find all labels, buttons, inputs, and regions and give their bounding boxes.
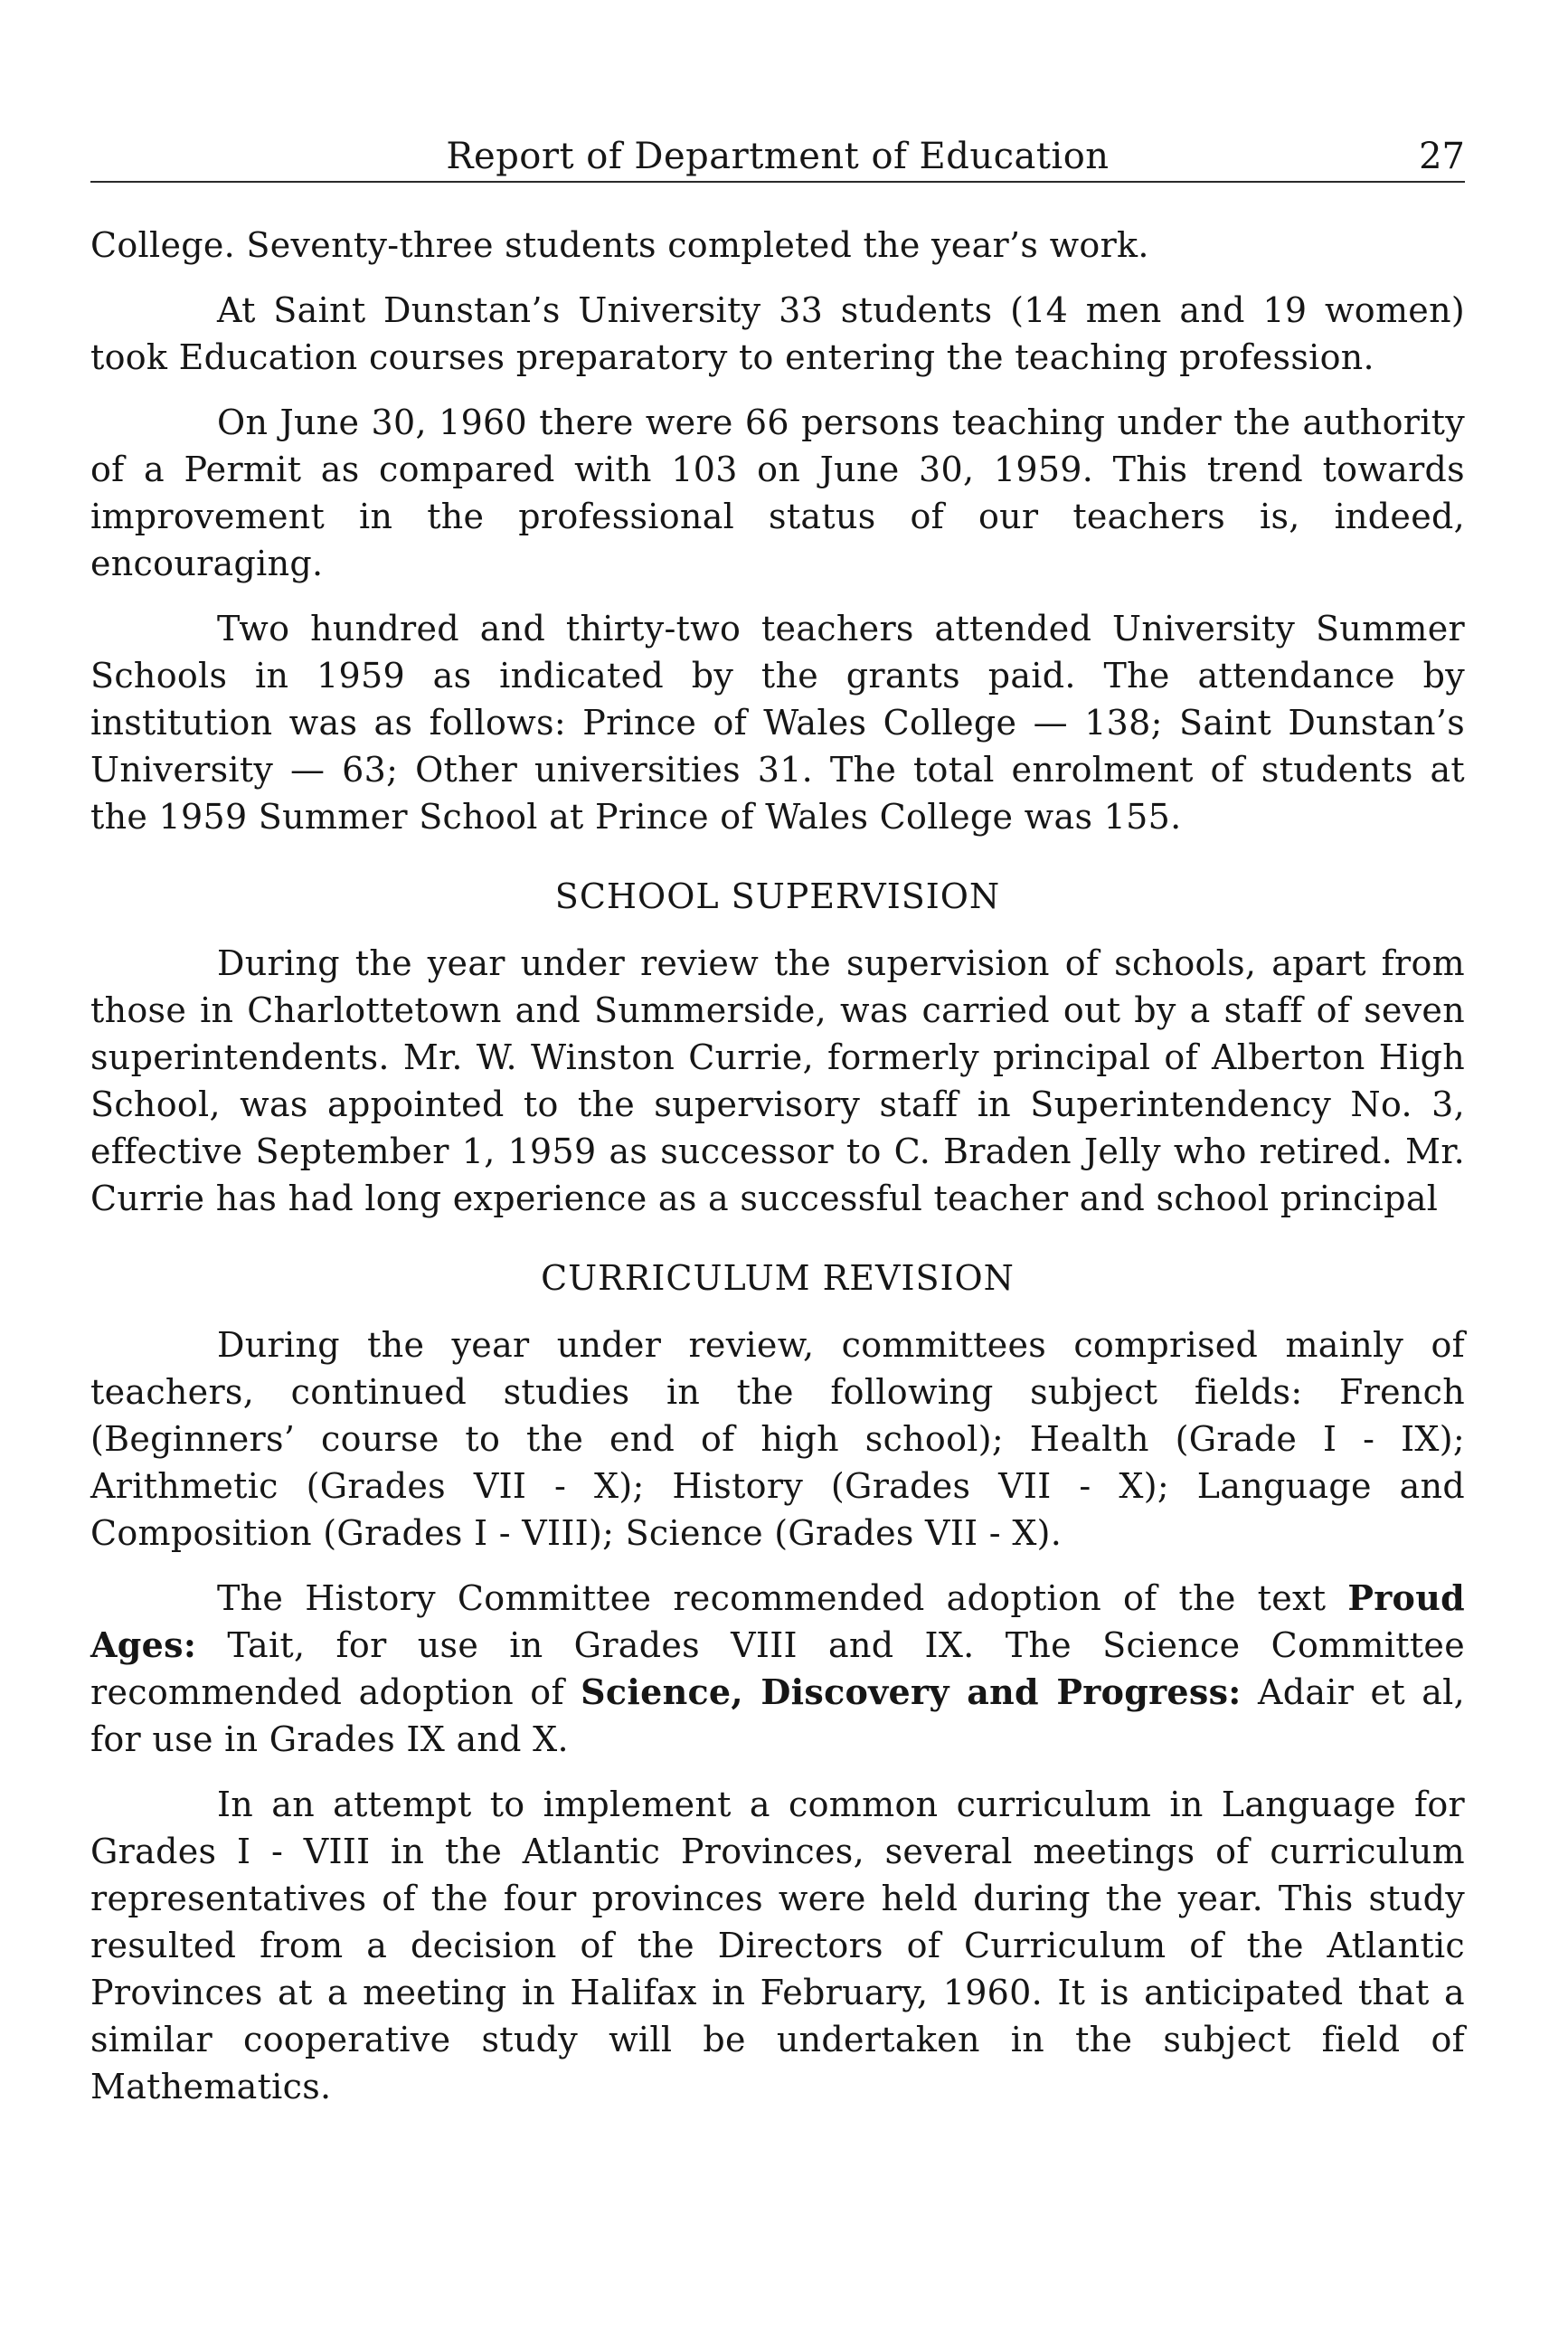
textbooks-text-e: Adair et al, for use in Grades IX and X. <box>90 1672 1466 1759</box>
heading-curriculum-revision: CURRICULUM REVISION <box>541 1258 1015 1298</box>
book-title-proud-ages: Proud Ages: <box>90 1577 1465 1665</box>
book-title-science-discovery: Science, Discovery and Progress: <box>581 1671 1242 1712</box>
textbooks-text-a: The History Committee recommended adoption of the text <box>217 1578 1348 1618</box>
paragraph-summer-schools: Two hundred and thirty-two teachers attended University Summer Schools in 1959 as indicated by the grants paid. The attendance by institution was as follows: Prince of Wales College — 138; Saint Dunstan’s University — 63; Other universities 31. The total enrolment of students at the 1959 Summer School at Prince of Wales College was 155. <box>90 609 1465 837</box>
running-header <box>90 127 1465 183</box>
paragraph-permits: On June 30, 1960 there were 66 persons teaching under the authority of a Permit as compared with 103 on June 30, 1959. This trend towards improvement in the professional status of our teachers is, indeed, encouraging. <box>90 402 1465 583</box>
document-page <box>90 127 1465 2128</box>
page-body <box>90 222 1465 2110</box>
textbooks-text-c: Tait, for use in Grades VIII and IX. The Science Committee recommended adoption of <box>90 1625 1465 1712</box>
paragraph-saint-dunstans: At Saint Dunstan’s University 33 students (14 men and 19 women) took Education courses preparatory to entering the teaching profession. <box>90 290 1465 377</box>
heading-school-supervision: SCHOOL SUPERVISION <box>554 876 1001 916</box>
paragraph-committees: During the year under review, committees comprised mainly of teachers, continued studies in the following subject fields: French (Beginners’ course to the end of high school); Health (Grade I - IX); Arithmetic (Grades VII - X); History (Grades VII - X); Language and Composition (Grades I - VIII); Science (Grades VII - X). <box>90 1325 1465 1553</box>
page-number: 27 <box>1419 136 1465 177</box>
paragraph-college: College. Seventy-three students completed the year’s work. <box>90 225 1149 265</box>
paragraph-atlantic-provinces: In an attempt to implement a common curriculum in Language for Grades I - VIII in the Atlantic Provinces, several meetings of curriculum representatives of the four provinces were held during the year. This study resulted from a decision of the Directors of Curriculum of the Atlantic Provinces at a meeting in Halifax in February, 1960. It is anticipated that a similar cooperative study will be undertaken in the subject field of Mathematics. <box>90 1785 1465 2107</box>
paragraph-textbooks <box>90 1575 1465 1763</box>
paragraph-supervision: During the year under review the supervision of schools, apart from those in Charlottetown and Summerside, was carried out by a staff of seven superintendents. Mr. W. Winston Currie, formerly principal of Alberton High School, was appointed to the supervisory staff in Superintendency No. 3, effective September 1, 1959 as successor to C. Braden Jelly who retired. Mr. Currie has had long experience as a successful teacher and school principal <box>90 943 1465 1218</box>
running-title: Report of Department of Education <box>446 136 1110 177</box>
